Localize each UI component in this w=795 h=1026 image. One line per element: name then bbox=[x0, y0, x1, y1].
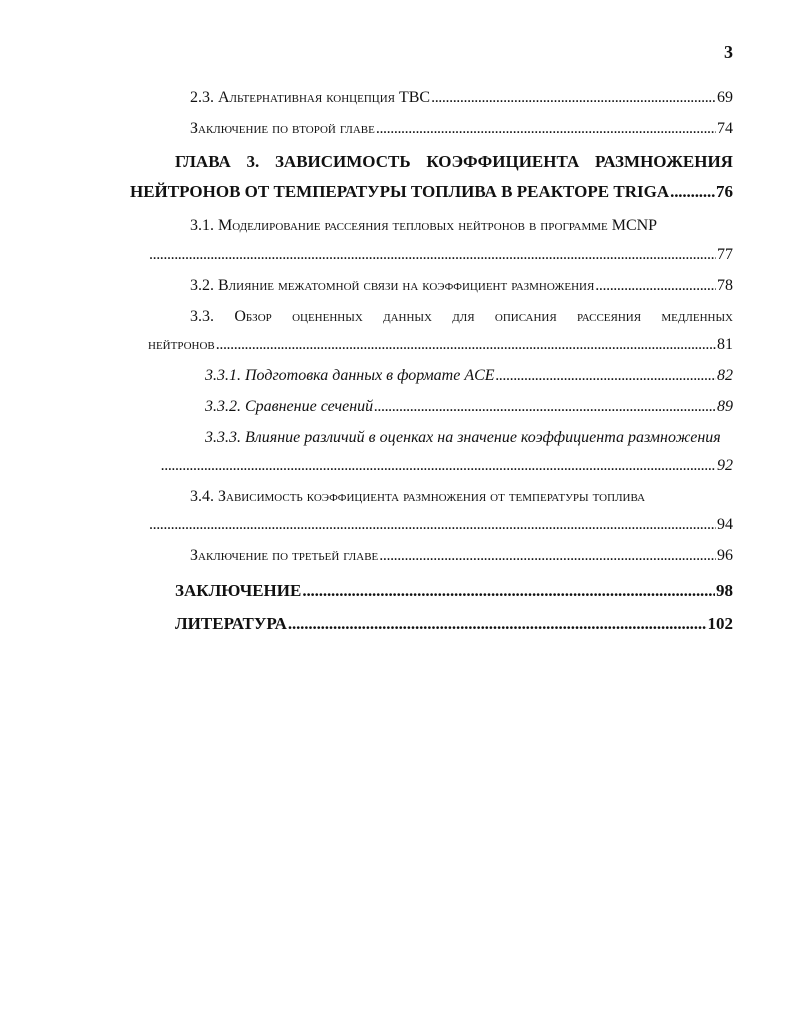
toc-entry-title: 3.2. Влияние межатомной связи на коэффициент размножения bbox=[190, 277, 595, 294]
toc-entry-title: ЗАКЛЮЧЕНИЕ bbox=[175, 581, 302, 600]
toc-entry-title: 3.4. Зависимость коэффициента размножения от температуры топлива bbox=[190, 488, 646, 505]
toc-entry-page: 98 bbox=[716, 581, 733, 600]
toc-entry-page: 76 bbox=[716, 182, 733, 201]
toc-entry-title: Заключение по второй главе bbox=[190, 120, 375, 137]
toc-entry-page: 77 bbox=[717, 246, 733, 263]
toc-chapter3-heading-line2[interactable] bbox=[130, 182, 733, 202]
toc-entry-title: 3.3.1. Подготовка данных в формате ACE bbox=[205, 367, 495, 384]
toc-entry-page: 69 bbox=[717, 89, 733, 106]
toc-entry-3-3-2[interactable] bbox=[205, 397, 733, 417]
toc-entry-3-3-line2[interactable] bbox=[148, 335, 733, 355]
toc-entry-page: 102 bbox=[707, 614, 733, 633]
toc-leader-dots bbox=[595, 276, 716, 296]
toc-entry-title: 2.3. Альтернативная концепция ТВС bbox=[190, 89, 431, 106]
toc-entry-title: нейтронов bbox=[148, 336, 215, 353]
heading-word: 3. bbox=[246, 152, 260, 171]
heading-word: описания bbox=[494, 308, 557, 325]
heading-word: для bbox=[452, 308, 475, 325]
toc-leader-dots bbox=[376, 119, 716, 139]
toc-entry-3-1-line2[interactable] bbox=[148, 245, 733, 265]
toc-entry-3-4-line1[interactable] bbox=[190, 487, 733, 507]
toc-leader-dots bbox=[302, 581, 715, 601]
toc-entry-chapter3-conclusion[interactable] bbox=[190, 546, 733, 566]
heading-word: Обзор bbox=[234, 308, 272, 325]
toc-entry-3-2[interactable] bbox=[190, 276, 733, 296]
toc-entry-title: 3.3.2. Сравнение сечений bbox=[205, 398, 374, 415]
toc-entry-page: 82 bbox=[717, 367, 733, 384]
toc-leader-dots bbox=[216, 335, 716, 355]
toc-leader-dots bbox=[161, 456, 716, 476]
toc-entry-page: 74 bbox=[717, 120, 733, 137]
toc-entry-page: 94 bbox=[717, 516, 733, 533]
toc-entry-page: 89 bbox=[717, 398, 733, 415]
toc-entry-page: 78 bbox=[717, 277, 733, 294]
toc-entry-conclusion[interactable] bbox=[175, 581, 733, 601]
heading-word: оцененных bbox=[292, 308, 363, 325]
toc-entry-title: 3.3.3. Влияние различий в оценках на значение коэффициента размножения bbox=[205, 429, 721, 446]
heading-word: ГЛАВА bbox=[175, 152, 231, 171]
heading-word: РАЗМНОЖЕНИЯ bbox=[594, 152, 733, 171]
heading-word: данных bbox=[383, 308, 432, 325]
toc-entry-title: ЛИТЕРАТУРА bbox=[175, 614, 287, 633]
toc-leader-dots bbox=[374, 397, 716, 417]
toc-entry-page: 81 bbox=[717, 336, 733, 353]
toc-entry-page: 96 bbox=[717, 547, 733, 564]
toc-entry-page: 92 bbox=[717, 457, 733, 474]
toc-entry-3-3-1[interactable] bbox=[205, 366, 733, 386]
heading-word: КОЭФФИЦИЕНТА bbox=[426, 152, 580, 171]
toc-entry-3-3-line1[interactable] bbox=[190, 307, 733, 327]
toc-entry-3-3-3-line2[interactable] bbox=[160, 456, 733, 476]
toc-leader-dots bbox=[288, 614, 707, 634]
toc-leader-dots bbox=[379, 546, 716, 566]
heading-word: 3.3. bbox=[190, 308, 214, 325]
toc-chapter3-heading-line1[interactable] bbox=[175, 152, 733, 172]
toc-entry-3-4-line2[interactable] bbox=[148, 515, 733, 535]
toc-leader-dots bbox=[496, 366, 716, 386]
page-number: 3 bbox=[724, 42, 733, 62]
toc-entry-title: 3.1. Моделирование рассеяния тепловых нейтронов в программе MCNP bbox=[190, 217, 658, 234]
toc-entry-3-1-line1[interactable] bbox=[190, 216, 733, 236]
toc-entry-2-3[interactable] bbox=[190, 88, 733, 108]
heading-word: ЗАВИСИМОСТЬ bbox=[274, 152, 411, 171]
toc-leader-dots bbox=[149, 245, 716, 265]
toc-entry-title: Заключение по третьей главе bbox=[190, 547, 379, 564]
toc-entry-title: НЕЙТРОНОВ ОТ ТЕМПЕРАТУРЫ ТОПЛИВА В РЕАКТОРЕ TRIGA bbox=[130, 182, 670, 201]
toc-leader-dots bbox=[149, 515, 716, 535]
toc-leader-dots bbox=[431, 88, 716, 108]
toc-entry-3-3-3-line1[interactable] bbox=[205, 428, 733, 448]
heading-word: медленных bbox=[661, 308, 733, 325]
toc-entry-chapter2-conclusion[interactable] bbox=[190, 119, 733, 139]
toc-entry-literature[interactable] bbox=[175, 614, 733, 634]
toc-leader-dots bbox=[670, 182, 715, 202]
heading-word: рассеяния bbox=[577, 308, 642, 325]
